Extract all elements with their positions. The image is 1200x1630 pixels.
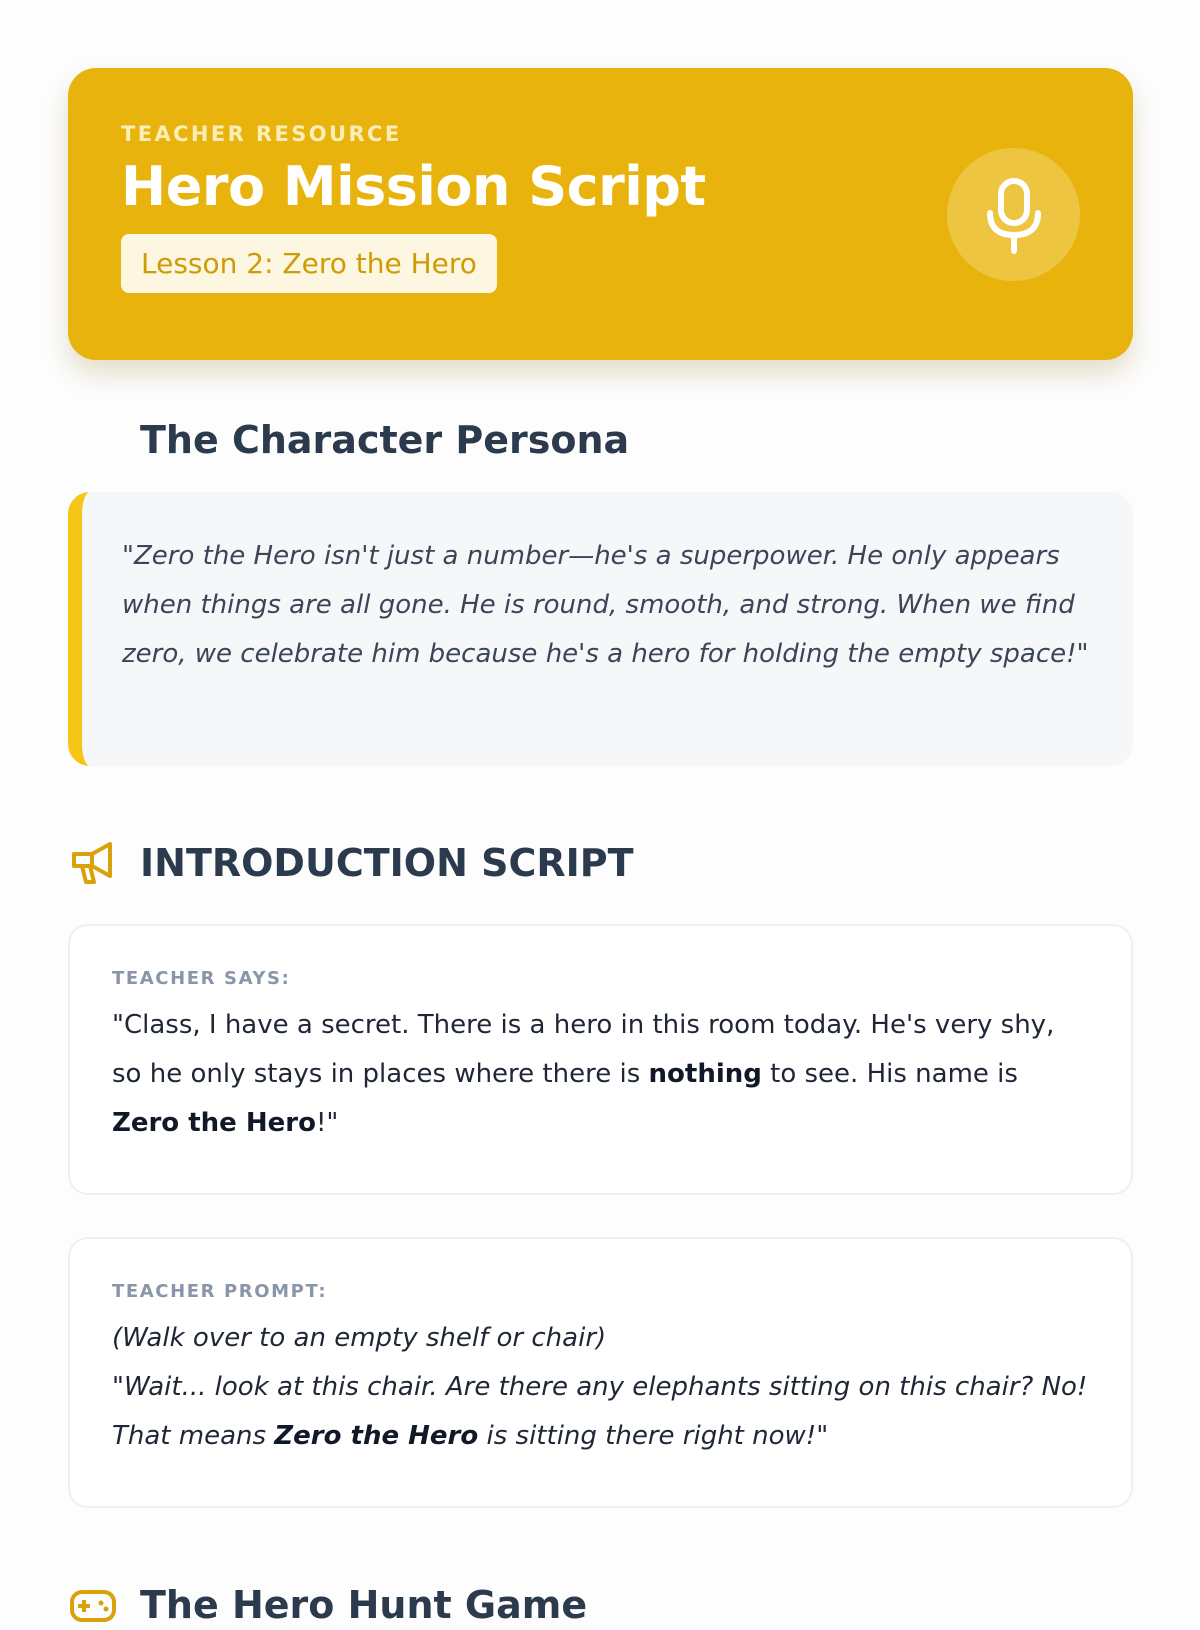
microphone-icon <box>984 175 1044 255</box>
microphone-button[interactable] <box>947 148 1080 281</box>
page-title: Hero Mission Script <box>121 155 706 218</box>
teacher-prompt-card <box>68 1237 1133 1508</box>
persona-heading: The Character Persona <box>140 418 630 462</box>
prompt-line: "Wait... look at this chair. Are there any elephants sitting on this chair? No! That means Zero the Hero is sitting there right now!" <box>112 1372 1088 1451</box>
persona-quote: "Zero the Hero isn't just a number—he's a superpower. He only appears when things are all gone. He is round, smooth, and strong. When we find zero, we celebrate him because he's a hero for holding the empty space!" <box>68 492 1133 766</box>
header-card <box>68 68 1133 360</box>
intro-section-heading <box>68 838 1133 888</box>
stage-direction: (Walk over to an empty shelf or chair) <box>112 1323 607 1353</box>
game-heading-label: The Hero Hunt Game <box>140 1583 588 1627</box>
card-text: "Class, I have a secret. There is a hero in this room today. He's very shy, so he only stays in places where there is nothing to see. His name is Zero the Hero!" <box>112 1010 1055 1138</box>
eyebrow-label: TEACHER RESOURCE <box>121 122 402 146</box>
card-text <box>112 1314 1091 1461</box>
card-label: TEACHER SAYS: <box>112 968 291 989</box>
lesson-badge: Lesson 2: Zero the Hero <box>121 234 497 293</box>
card-label: TEACHER PROMPT: <box>112 1281 328 1302</box>
intro-heading-label: INTRODUCTION SCRIPT <box>140 841 634 885</box>
megaphone-icon <box>68 838 118 888</box>
game-section-heading <box>68 1580 1133 1630</box>
gamepad-icon <box>68 1580 118 1630</box>
teacher-says-card <box>68 924 1133 1195</box>
